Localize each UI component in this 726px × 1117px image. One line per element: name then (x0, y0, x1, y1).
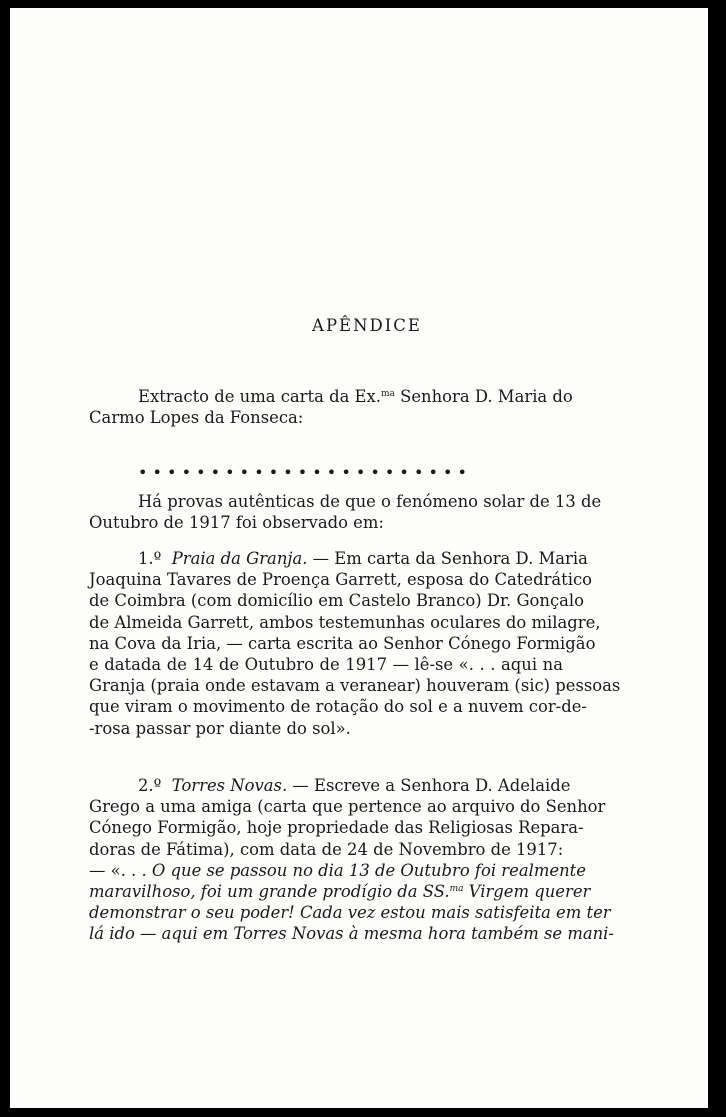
text-line: 1.º Praia da Granja. — Em carta da Senhora D. Maria (138, 549, 588, 568)
text-line: Cónego Formigão, hoje propriedade das Religiosas Repara- (89, 818, 584, 838)
text-line: Extracto de uma carta da Ex.$^{ma}$ Senhora D. Maria do (138, 387, 573, 406)
text-line: na Cova da Iria, — carta escrita ao Senhor Cónego Formigão (89, 633, 596, 653)
text-line: e datada de 14 de Outubro de 1917 — lê-se «. . . aqui na (89, 655, 563, 675)
text-line: de Almeida Garrett, ambos testemunhas oculares do milagre, (89, 612, 601, 632)
text-line: que viram o movimento de rotação do sol e a nuvem cor-de- (89, 697, 587, 717)
item-torres-novas (89, 775, 614, 945)
text-line: doras de Fátima), com data de 24 de Novembro de 1917: (89, 839, 564, 859)
page (10, 8, 716, 1108)
text-line: de Coimbra (com domicílio em Castelo Branco) Dr. Gonçalo (89, 591, 585, 611)
text-line: 2.º Torres Novas. — Escreve a Senhora D. Adelaide (138, 776, 571, 795)
text-line: Grego a uma amiga (carta que pertence ao arquivo do Senhor (89, 797, 606, 817)
text-line: Há provas autênticas de que o fenómeno solar de 13 de (138, 492, 602, 511)
intro-paragraph (89, 386, 573, 428)
text-line: lá ido — aqui em Torres Novas à mesma hora também se mani- (89, 924, 614, 944)
page-border (708, 8, 716, 1108)
text-line: Carmo Lopes da Fonseca: (89, 408, 304, 428)
text-line: Outubro de 1917 foi observado em: (89, 513, 384, 533)
page-title: APÊNDICE (312, 316, 422, 335)
text-line: — «. . . O que se passou no dia 13 de Outubro foi realmente (89, 860, 586, 880)
text-line: Joaquina Tavares de Proença Garrett, esposa do Catedrático (89, 570, 593, 590)
text-line: Granja (praia onde estavam a veranear) houveram (sic) pessoas (89, 676, 621, 696)
evidence-intro (89, 491, 602, 533)
text-line: -rosa passar por diante do sol». (89, 718, 351, 738)
ellipsis-separator: • • • • • • • • • • • • • • • • • • • • • • • (138, 463, 467, 482)
text-line: demonstrar o seu poder! Cada vez estou mais satisfeita em ter (89, 903, 611, 923)
item-praia-da-granja (89, 548, 621, 739)
text-line: maravilhoso, foi um grande prodígio da SS.$^{ma}$ Virgem querer (89, 882, 591, 902)
